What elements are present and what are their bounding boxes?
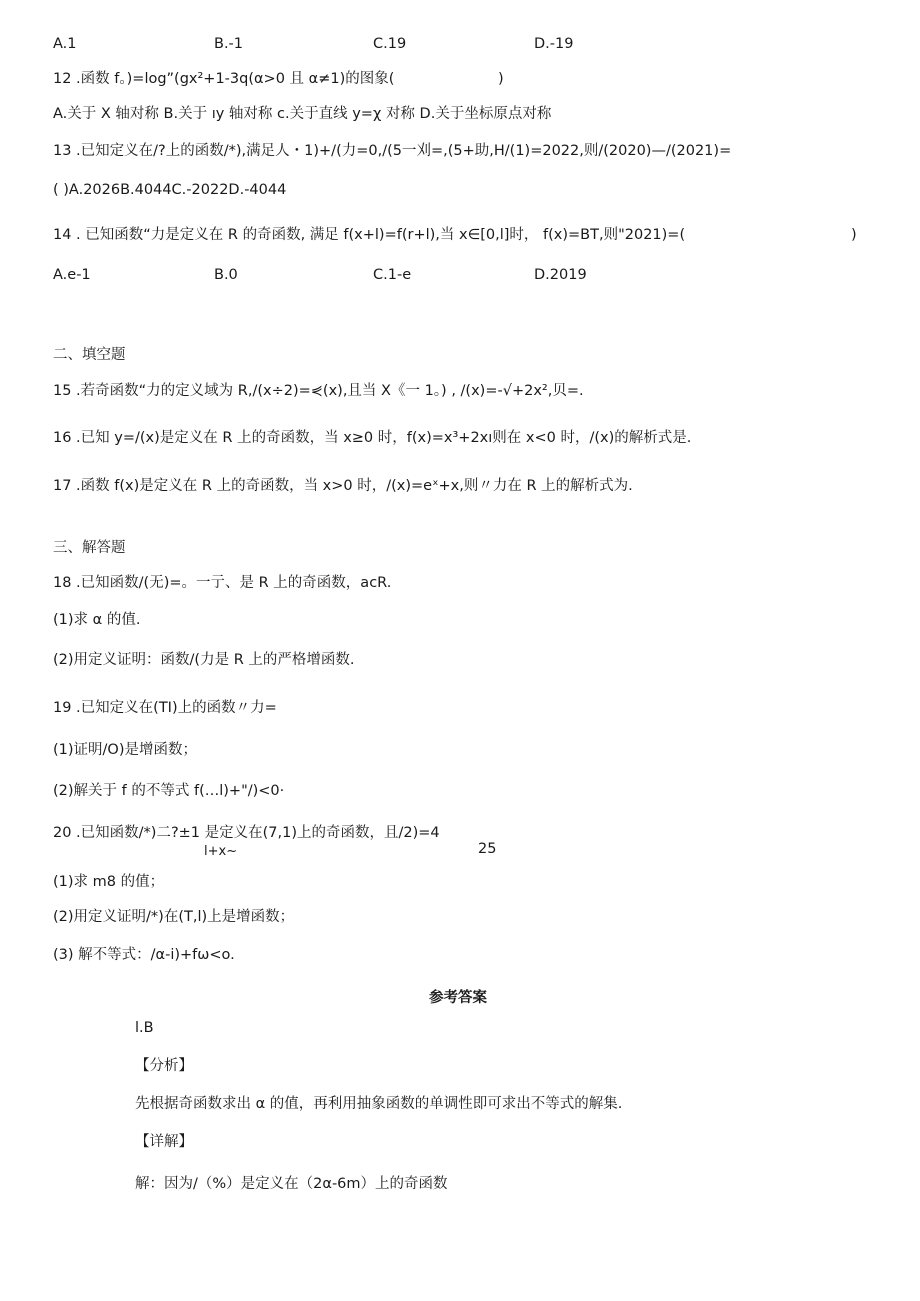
analysis-tag: 【分析】	[135, 1058, 193, 1074]
analysis-text: 先根据奇函数求出 α 的值，再利用抽象函数的单调性即可求出不等式的解集.	[135, 1096, 623, 1112]
q12-close-paren: )	[498, 71, 504, 87]
q14-option-a: A.e-1	[53, 267, 91, 283]
section-solution-title: 三、解答题	[53, 540, 126, 556]
q17-stem: 17 .函数 f(x)是定义在 R 上的奇函数，当 x>0 时，/(x)=eˣ+x,则〃力在 R 上的解析式为.	[53, 478, 633, 494]
q11-option-c: C.19	[373, 36, 407, 52]
q20-part3: (3) 解不等式：∕α-i)+fω<o.	[53, 947, 235, 963]
q14-option-d: D.2019	[534, 267, 587, 283]
q13-stem: 13 .已知定义在/?上的函数/*),满足人・1)+/(力=0,/(5一刈=,(5+助,H/(1)=2022,则/(2020)—/(2021)=	[53, 143, 732, 159]
q19-part1: (1)证明/O)是增函数；	[53, 742, 197, 758]
q19-stem: 19 .已知定义在(TI)上的函数〃力=	[53, 700, 277, 716]
q11-option-d: D.-19	[534, 36, 574, 52]
q19-part2: (2)解关于 f 的不等式 f(…l)+"/)<0·	[53, 783, 285, 799]
q20-part2: (2)用定义证明/*)在(T,l)上是增函数；	[53, 909, 295, 925]
q12-stem: 12 .函数 f。)=log”(gx²+1-3q(α>0 且 α≠1)的图象(	[53, 71, 395, 87]
q14-stem: 14 . 已知函数“力是定义在 R 的奇函数, 满足 f(x+l)=f(r+l),当 x∈[0,l]时， f(x)=BT,则"2021)=(	[53, 227, 686, 243]
q20-part1: (1)求 m8 的值；	[53, 874, 165, 890]
q13-options: ( )A.2026B.4044C.-2022D.-4044	[53, 182, 287, 198]
q11-option-a: A.1	[53, 36, 77, 52]
q20-stem: 20 .已知函数/*)二?±1 是定义在(7,1)上的奇函数，且/2)=4	[53, 825, 440, 841]
q14-option-b: B.0	[214, 267, 238, 283]
q18-stem: 18 .已知函数/(无)=。一亍、是 R 上的奇函数，acR.	[53, 575, 392, 591]
q14-close-paren: )	[851, 227, 857, 243]
detail-text: 解：因为/（%）是定义在（2α-6m）上的奇函数	[135, 1176, 448, 1192]
q20-fraction-value: 25	[478, 841, 497, 857]
answers-title: 参考答案	[429, 990, 487, 1006]
section-fill-in-title: 二、填空题	[53, 347, 126, 363]
q12-options: A.关于 X 轴对称 B.关于 ıy 轴对称 c.关于直线 y=χ 对称 D.关于坐标原点对称	[53, 106, 552, 122]
q15-stem: 15 .若奇函数“力的定义域为 R,/(x÷2)=⋞(x),且当 X《一 1。) , /(x)=-√+2x²,贝=.	[53, 383, 584, 399]
detail-tag: 【详解】	[135, 1134, 193, 1150]
q18-part2: (2)用定义证明：函数/(力是 R 上的严格增函数.	[53, 652, 355, 668]
q18-part1: (1)求 α 的值.	[53, 612, 141, 628]
answer-item: l.B	[135, 1020, 154, 1036]
q14-option-c: C.1-e	[373, 267, 412, 283]
q20-fraction-denominator: l+x~	[204, 844, 238, 859]
q11-option-b: B.-1	[214, 36, 244, 52]
q16-stem: 16 .已知 y=∕(x)是定义在 R 上的奇函数，当 x≥0 时，f(x)=x³+2xı则在 x<0 时，/(x)的解析式是.	[53, 430, 692, 446]
